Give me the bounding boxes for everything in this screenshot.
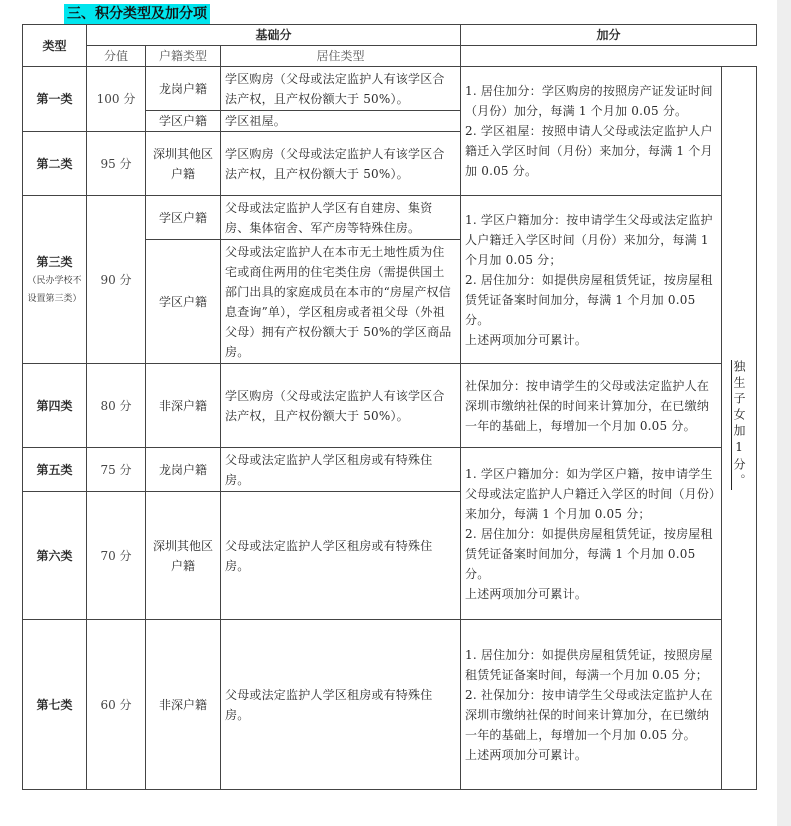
- hukou-1a: 龙岗户籍: [146, 67, 221, 111]
- table-row: [23, 67, 757, 111]
- hukou-2: 深圳其他区户籍: [146, 132, 221, 196]
- hukou-3a: 学区户籍: [146, 196, 221, 240]
- score-2: 95 分: [87, 132, 146, 196]
- viewer-right-edge: [777, 0, 791, 826]
- header-score: 分值: [87, 46, 146, 67]
- residence-7: 父母或法定监护人学区租房或有特殊住房。: [221, 620, 461, 790]
- score-5: 75 分: [87, 448, 146, 492]
- category-5: 第五类: [23, 448, 87, 492]
- residence-1a: 学区购房（父母或法定监护人有该学区合法产权，且产权份额大于 50%）。: [221, 67, 461, 111]
- score-3: 90 分: [87, 196, 146, 364]
- category-3: [23, 196, 87, 364]
- score-4: 80 分: [87, 364, 146, 448]
- residence-2: 学区购房（父母或法定监护人有该学区合法产权，且产权份额大于 50%）。: [221, 132, 461, 196]
- only-child-text: 独生子女加1分。: [732, 360, 747, 490]
- residence-5: 父母或法定监护人学区租房或有特殊住房。: [221, 448, 461, 492]
- header-row-2: [23, 46, 757, 67]
- hukou-6: 深圳其他区户籍: [146, 492, 221, 620]
- bonus-7: 1. 居住加分：如提供房屋租赁凭证，按照房屋租赁凭证备案时间，每满一个月加 0.05 分； 2. 社保加分：按申请学生父母或法定监护人在深圳市缴纳社保的时间来计算加分，在已缴纳一年的基础上，每增加一个月加 0.05 分。 上述两项加分可累计。: [461, 620, 722, 790]
- header-residence: 居住类型: [221, 46, 461, 67]
- category-2: 第二类: [23, 132, 87, 196]
- header-hukou: 户籍类型: [146, 46, 221, 67]
- score-1: 100 分: [87, 67, 146, 132]
- only-child-bonus: [722, 67, 757, 790]
- table-row: [23, 448, 757, 492]
- residence-3b: 父母或法定监护人在本市无土地性质为住宅或商住两用的住宅类住房（需提供国土部门出具的家庭成员在本市的“房屋产权信息查询”单），学区租房或者祖父母（外祖父母）拥有产权份额大于 50%的学区商品房。: [221, 240, 461, 364]
- hukou-1b: 学区户籍: [146, 111, 221, 132]
- category-6: 第六类: [23, 492, 87, 620]
- bonus-5-6: 1. 学区户籍加分：如为学区户籍，按申请学生父母或法定监护人户籍迁入学区的时间（月份）来加分，每满 1 个月加 0.05 分； 2. 居住加分：如提供房屋租赁凭证，按房屋租赁凭证备案时间加分，每满 1 个月加 0.05 分。 上述两项加分可累计。: [461, 448, 722, 620]
- hukou-5: 龙岗户籍: [146, 448, 221, 492]
- residence-6: 父母或法定监护人学区租房或有特殊住房。: [221, 492, 461, 620]
- table-row: [23, 364, 757, 448]
- category-3-note: （民办学校不设置第三类）: [27, 275, 82, 304]
- section-heading: 三、积分类型及加分项: [64, 4, 210, 24]
- header-bonus: 加分: [461, 25, 757, 46]
- header-type: 类型: [23, 25, 87, 67]
- header-base: 基础分: [87, 25, 461, 46]
- bonus-3: 1. 学区户籍加分：按申请学生父母或法定监护人户籍迁入学区时间（月份）来加分，每满 1 个月加 0.05 分； 2. 居住加分：如提供房屋租赁凭证，按房屋租赁凭证备案时间加分，每满 1 个月加 0.05 分。 上述两项加分可累计。: [461, 196, 722, 364]
- category-7: 第七类: [23, 620, 87, 790]
- hukou-7: 非深户籍: [146, 620, 221, 790]
- residence-3a: 父母或法定监护人学区有自建房、集资房、集体宿舍、军产房等特殊住房。: [221, 196, 461, 240]
- score-6: 70 分: [87, 492, 146, 620]
- table-row: [23, 620, 757, 790]
- residence-1b: 学区祖屋。: [221, 111, 461, 132]
- category-4: 第四类: [23, 364, 87, 448]
- category-3-label: 第三类: [36, 254, 73, 269]
- score-7: 60 分: [87, 620, 146, 790]
- table-row: [23, 196, 757, 240]
- residence-4: 学区购房（父母或法定监护人有该学区合法产权，且产权份额大于 50%）。: [221, 364, 461, 448]
- bonus-4: 社保加分：按申请学生的父母或法定监护人在深圳市缴纳社保的时间来计算加分，在已缴纳一年的基础上，每增加一个月加 0.05 分。: [461, 364, 722, 448]
- points-table: [22, 24, 757, 790]
- bonus-1-2: 1. 居住加分：学区购房的按照房产证发证时间（月份）加分，每满 1 个月加 0.05 分。 2. 学区祖屋：按照申请人父母或法定监护人户籍迁入学区时间（月份）来加分，每满 1 个月加 0.05 分。: [461, 67, 722, 196]
- hukou-4: 非深户籍: [146, 364, 221, 448]
- category-1: 第一类: [23, 67, 87, 132]
- hukou-3b: 学区户籍: [146, 240, 221, 364]
- header-row-1: [23, 25, 757, 46]
